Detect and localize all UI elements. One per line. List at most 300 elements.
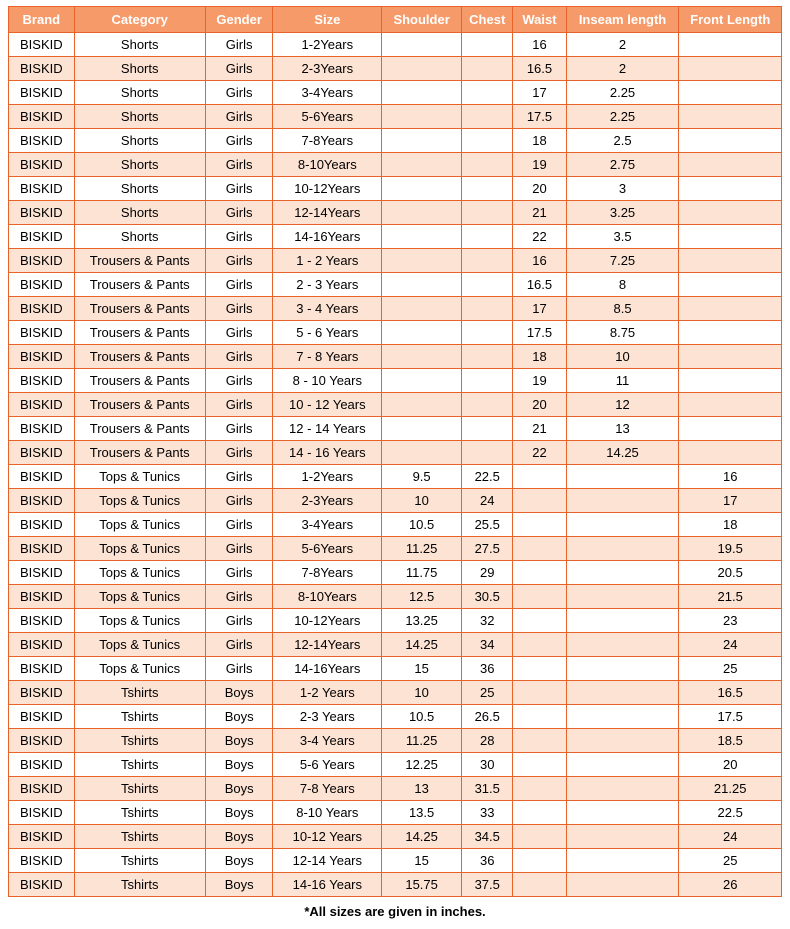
table-cell: 14-16 Years [273,873,382,897]
table-cell: 7-8Years [273,129,382,153]
table-cell: Trousers & Pants [74,297,205,321]
table-cell: 14 - 16 Years [273,441,382,465]
table-cell: Tshirts [74,873,205,897]
table-cell: 16.5 [513,57,566,81]
table-cell [566,873,679,897]
table-cell [382,297,462,321]
table-cell: 30 [462,753,513,777]
table-cell: 25 [462,681,513,705]
table-row [9,417,782,441]
table-cell: 8-10Years [273,153,382,177]
table-cell [566,657,679,681]
table-cell [679,417,782,441]
table-cell: 3.5 [566,225,679,249]
table-row [9,561,782,585]
table-cell [513,825,566,849]
table-cell: BISKID [9,681,75,705]
table-cell: Girls [205,129,273,153]
table-cell [566,681,679,705]
table-cell: BISKID [9,825,75,849]
table-cell [566,609,679,633]
column-header: Inseam length [566,7,679,33]
table-cell: Girls [205,273,273,297]
table-cell: BISKID [9,513,75,537]
table-cell: Tops & Tunics [74,465,205,489]
column-header: Waist [513,7,566,33]
table-cell [679,33,782,57]
table-cell [382,321,462,345]
table-cell: 8 - 10 Years [273,369,382,393]
table-cell: Girls [205,33,273,57]
table-cell: 2-3Years [273,489,382,513]
column-header: Chest [462,7,513,33]
table-cell [566,801,679,825]
table-cell [382,369,462,393]
table-cell: 8.5 [566,297,679,321]
table-cell: 2-3 Years [273,705,382,729]
table-cell [513,609,566,633]
table-cell: BISKID [9,105,75,129]
table-cell: 30.5 [462,585,513,609]
table-cell [566,585,679,609]
table-cell: Shorts [74,57,205,81]
table-cell: 10-12 Years [273,825,382,849]
table-cell [462,57,513,81]
table-cell [513,801,566,825]
table-cell: 11.25 [382,537,462,561]
table-cell: 8-10Years [273,585,382,609]
table-cell: Girls [205,345,273,369]
table-cell: BISKID [9,465,75,489]
table-cell: 32 [462,609,513,633]
table-cell [462,225,513,249]
table-cell: Boys [205,729,273,753]
table-cell [462,105,513,129]
table-row [9,849,782,873]
size-chart-table [8,6,782,897]
table-cell: 22 [513,441,566,465]
table-cell: BISKID [9,657,75,681]
table-cell: 3.25 [566,201,679,225]
table-cell: 12.5 [382,585,462,609]
table-cell: BISKID [9,777,75,801]
table-cell: 11.25 [382,729,462,753]
table-cell [513,489,566,513]
table-cell: 21 [513,201,566,225]
table-cell: BISKID [9,609,75,633]
table-cell: BISKID [9,225,75,249]
table-cell [679,81,782,105]
table-cell: 22.5 [679,801,782,825]
table-cell: Girls [205,489,273,513]
table-cell: 5-6Years [273,105,382,129]
table-cell: 7-8 Years [273,777,382,801]
table-row [9,705,782,729]
table-cell: BISKID [9,849,75,873]
column-header: Category [74,7,205,33]
table-cell: Girls [205,537,273,561]
table-cell: BISKID [9,801,75,825]
table-row [9,729,782,753]
table-row [9,369,782,393]
table-cell: 20 [513,177,566,201]
table-cell: 29 [462,561,513,585]
table-cell [679,129,782,153]
table-cell: Shorts [74,81,205,105]
table-row [9,57,782,81]
table-cell: Girls [205,417,273,441]
table-row [9,81,782,105]
table-cell: Boys [205,681,273,705]
table-row [9,345,782,369]
table-cell: 21.25 [679,777,782,801]
table-row [9,513,782,537]
table-cell: Girls [205,225,273,249]
table-cell [566,537,679,561]
table-row [9,681,782,705]
table-cell: BISKID [9,537,75,561]
table-cell [382,417,462,441]
table-cell [462,321,513,345]
table-cell: Boys [205,753,273,777]
table-row [9,153,782,177]
table-cell [382,129,462,153]
table-cell: 15.75 [382,873,462,897]
table-cell [566,849,679,873]
table-cell: BISKID [9,177,75,201]
table-cell: 36 [462,849,513,873]
table-cell: Girls [205,513,273,537]
table-cell [382,105,462,129]
table-cell [513,513,566,537]
table-cell: Tops & Tunics [74,513,205,537]
table-cell: 12 - 14 Years [273,417,382,441]
table-cell: 11.75 [382,561,462,585]
table-cell: Boys [205,777,273,801]
table-cell [382,249,462,273]
table-cell: 16 [513,33,566,57]
table-cell: Girls [205,657,273,681]
table-cell: 26 [679,873,782,897]
table-cell [513,729,566,753]
table-cell: 2.25 [566,81,679,105]
table-cell: Tshirts [74,729,205,753]
table-cell: 2.25 [566,105,679,129]
table-cell [566,729,679,753]
table-cell: Girls [205,57,273,81]
table-cell: 5-6 Years [273,753,382,777]
table-cell: BISKID [9,633,75,657]
table-cell: BISKID [9,585,75,609]
table-cell: 20.5 [679,561,782,585]
table-cell: 18 [679,513,782,537]
table-cell: Girls [205,105,273,129]
table-cell: Trousers & Pants [74,369,205,393]
table-cell: 15 [382,849,462,873]
table-cell: 17.5 [679,705,782,729]
table-cell: 8-10 Years [273,801,382,825]
table-cell [566,825,679,849]
table-cell: 2.75 [566,153,679,177]
table-cell [679,153,782,177]
table-cell [462,129,513,153]
table-row [9,321,782,345]
table-cell: Shorts [74,177,205,201]
table-cell: 14.25 [382,633,462,657]
table-cell: 3-4Years [273,81,382,105]
footnote: *All sizes are given in inches. [304,904,486,919]
table-cell: Tshirts [74,777,205,801]
table-row [9,225,782,249]
table-cell: 2-3Years [273,57,382,81]
table-cell [462,441,513,465]
table-cell [513,585,566,609]
table-cell: Shorts [74,153,205,177]
table-cell [513,657,566,681]
table-cell [382,393,462,417]
table-cell: Trousers & Pants [74,249,205,273]
table-row [9,177,782,201]
table-row [9,393,782,417]
table-cell: 10 [566,345,679,369]
table-cell: 19 [513,369,566,393]
table-cell: 13 [382,777,462,801]
table-cell: 3 - 4 Years [273,297,382,321]
table-cell: Girls [205,177,273,201]
table-cell: 12-14 Years [273,849,382,873]
table-cell: 12-14Years [273,201,382,225]
table-cell: BISKID [9,489,75,513]
table-row [9,201,782,225]
table-cell [679,249,782,273]
table-cell: BISKID [9,369,75,393]
table-cell: 1 - 2 Years [273,249,382,273]
table-cell: BISKID [9,705,75,729]
table-cell: Trousers & Pants [74,321,205,345]
table-cell: Boys [205,825,273,849]
table-cell: Shorts [74,129,205,153]
table-cell: BISKID [9,441,75,465]
table-cell [679,321,782,345]
table-cell: Tops & Tunics [74,561,205,585]
table-cell [382,201,462,225]
table-row [9,873,782,897]
table-cell: 5 - 6 Years [273,321,382,345]
table-row [9,537,782,561]
table-cell: BISKID [9,57,75,81]
table-cell [679,297,782,321]
table-cell: 25 [679,657,782,681]
table-cell: 7-8Years [273,561,382,585]
table-row [9,585,782,609]
table-cell: 23 [679,609,782,633]
column-header: Brand [9,7,75,33]
table-cell: 5-6Years [273,537,382,561]
table-cell: 10 - 12 Years [273,393,382,417]
table-cell: Tops & Tunics [74,537,205,561]
table-cell: 34.5 [462,825,513,849]
table-cell: 7.25 [566,249,679,273]
table-cell: 18 [513,129,566,153]
table-row [9,441,782,465]
table-cell: Tshirts [74,681,205,705]
table-cell: 13.5 [382,801,462,825]
table-row [9,273,782,297]
table-cell [382,177,462,201]
table-cell: 16 [513,249,566,273]
table-row [9,753,782,777]
table-row [9,609,782,633]
table-cell: Shorts [74,201,205,225]
table-cell: 24 [679,633,782,657]
table-cell: Boys [205,705,273,729]
table-cell: 10.5 [382,705,462,729]
table-cell [382,81,462,105]
table-cell [679,225,782,249]
table-cell: Boys [205,849,273,873]
table-cell [513,681,566,705]
table-cell: BISKID [9,33,75,57]
table-cell: BISKID [9,273,75,297]
table-cell: Tshirts [74,801,205,825]
table-cell: 10.5 [382,513,462,537]
table-cell: 34 [462,633,513,657]
table-cell: 8 [566,273,679,297]
table-cell: 2 [566,33,679,57]
table-cell [679,369,782,393]
table-cell [513,705,566,729]
table-cell: 22 [513,225,566,249]
table-cell [566,513,679,537]
table-cell: Trousers & Pants [74,441,205,465]
table-cell: 36 [462,657,513,681]
table-row [9,105,782,129]
table-cell [382,153,462,177]
table-cell [382,33,462,57]
table-cell: BISKID [9,417,75,441]
table-cell: BISKID [9,729,75,753]
table-cell: 9.5 [382,465,462,489]
table-cell [513,753,566,777]
table-cell [679,273,782,297]
table-cell: BISKID [9,129,75,153]
table-cell: Girls [205,201,273,225]
table-cell [513,465,566,489]
table-cell: 24 [462,489,513,513]
table-cell: Girls [205,153,273,177]
table-cell: Trousers & Pants [74,417,205,441]
table-cell [566,705,679,729]
table-cell: Shorts [74,105,205,129]
table-cell [462,33,513,57]
header-row [9,7,782,33]
table-cell: BISKID [9,249,75,273]
table-cell: Tops & Tunics [74,609,205,633]
table-cell: Girls [205,465,273,489]
table-cell [462,369,513,393]
table-cell [462,297,513,321]
table-cell: BISKID [9,81,75,105]
table-cell: Girls [205,297,273,321]
table-cell [566,777,679,801]
table-cell [566,465,679,489]
table-cell: BISKID [9,153,75,177]
table-cell: 21 [513,417,566,441]
table-cell: 26.5 [462,705,513,729]
table-cell: 3-4 Years [273,729,382,753]
table-row [9,249,782,273]
table-cell [382,441,462,465]
table-cell: 18.5 [679,729,782,753]
table-cell: Girls [205,561,273,585]
table-cell: 17.5 [513,105,566,129]
table-cell: 28 [462,729,513,753]
table-cell: BISKID [9,201,75,225]
table-cell [566,489,679,513]
table-cell: 16.5 [513,273,566,297]
table-cell: Tshirts [74,753,205,777]
table-cell [462,417,513,441]
table-cell: Shorts [74,225,205,249]
table-row [9,633,782,657]
table-cell: 37.5 [462,873,513,897]
table-cell [679,441,782,465]
table-cell [462,273,513,297]
table-cell: 20 [679,753,782,777]
table-cell: Girls [205,369,273,393]
table-cell: 33 [462,801,513,825]
table-cell: Tshirts [74,849,205,873]
column-header: Size [273,7,382,33]
table-cell [513,537,566,561]
table-row [9,33,782,57]
table-header [9,7,782,33]
table-cell: 13 [566,417,679,441]
table-cell: Tshirts [74,705,205,729]
table-cell [462,81,513,105]
table-cell: 17 [513,297,566,321]
table-row [9,825,782,849]
table-cell: 25.5 [462,513,513,537]
table-row [9,129,782,153]
table-cell [462,393,513,417]
table-cell: 1-2 Years [273,681,382,705]
table-cell [566,753,679,777]
table-cell: 24 [679,825,782,849]
table-cell: BISKID [9,321,75,345]
table-cell: 1-2Years [273,33,382,57]
table-cell [679,201,782,225]
table-cell: Girls [205,81,273,105]
table-cell: Trousers & Pants [74,273,205,297]
table-cell: Girls [205,249,273,273]
table-cell: Tops & Tunics [74,633,205,657]
table-cell [513,849,566,873]
table-cell: 10 [382,681,462,705]
table-cell [513,561,566,585]
table-cell: Girls [205,441,273,465]
table-cell: 19.5 [679,537,782,561]
table-cell: 14-16Years [273,225,382,249]
table-cell: BISKID [9,393,75,417]
column-header: Front Length [679,7,782,33]
table-cell: 20 [513,393,566,417]
table-cell: 17.5 [513,321,566,345]
table-cell: 14.25 [382,825,462,849]
table-cell: 14.25 [566,441,679,465]
table-cell: 8.75 [566,321,679,345]
table-row [9,657,782,681]
